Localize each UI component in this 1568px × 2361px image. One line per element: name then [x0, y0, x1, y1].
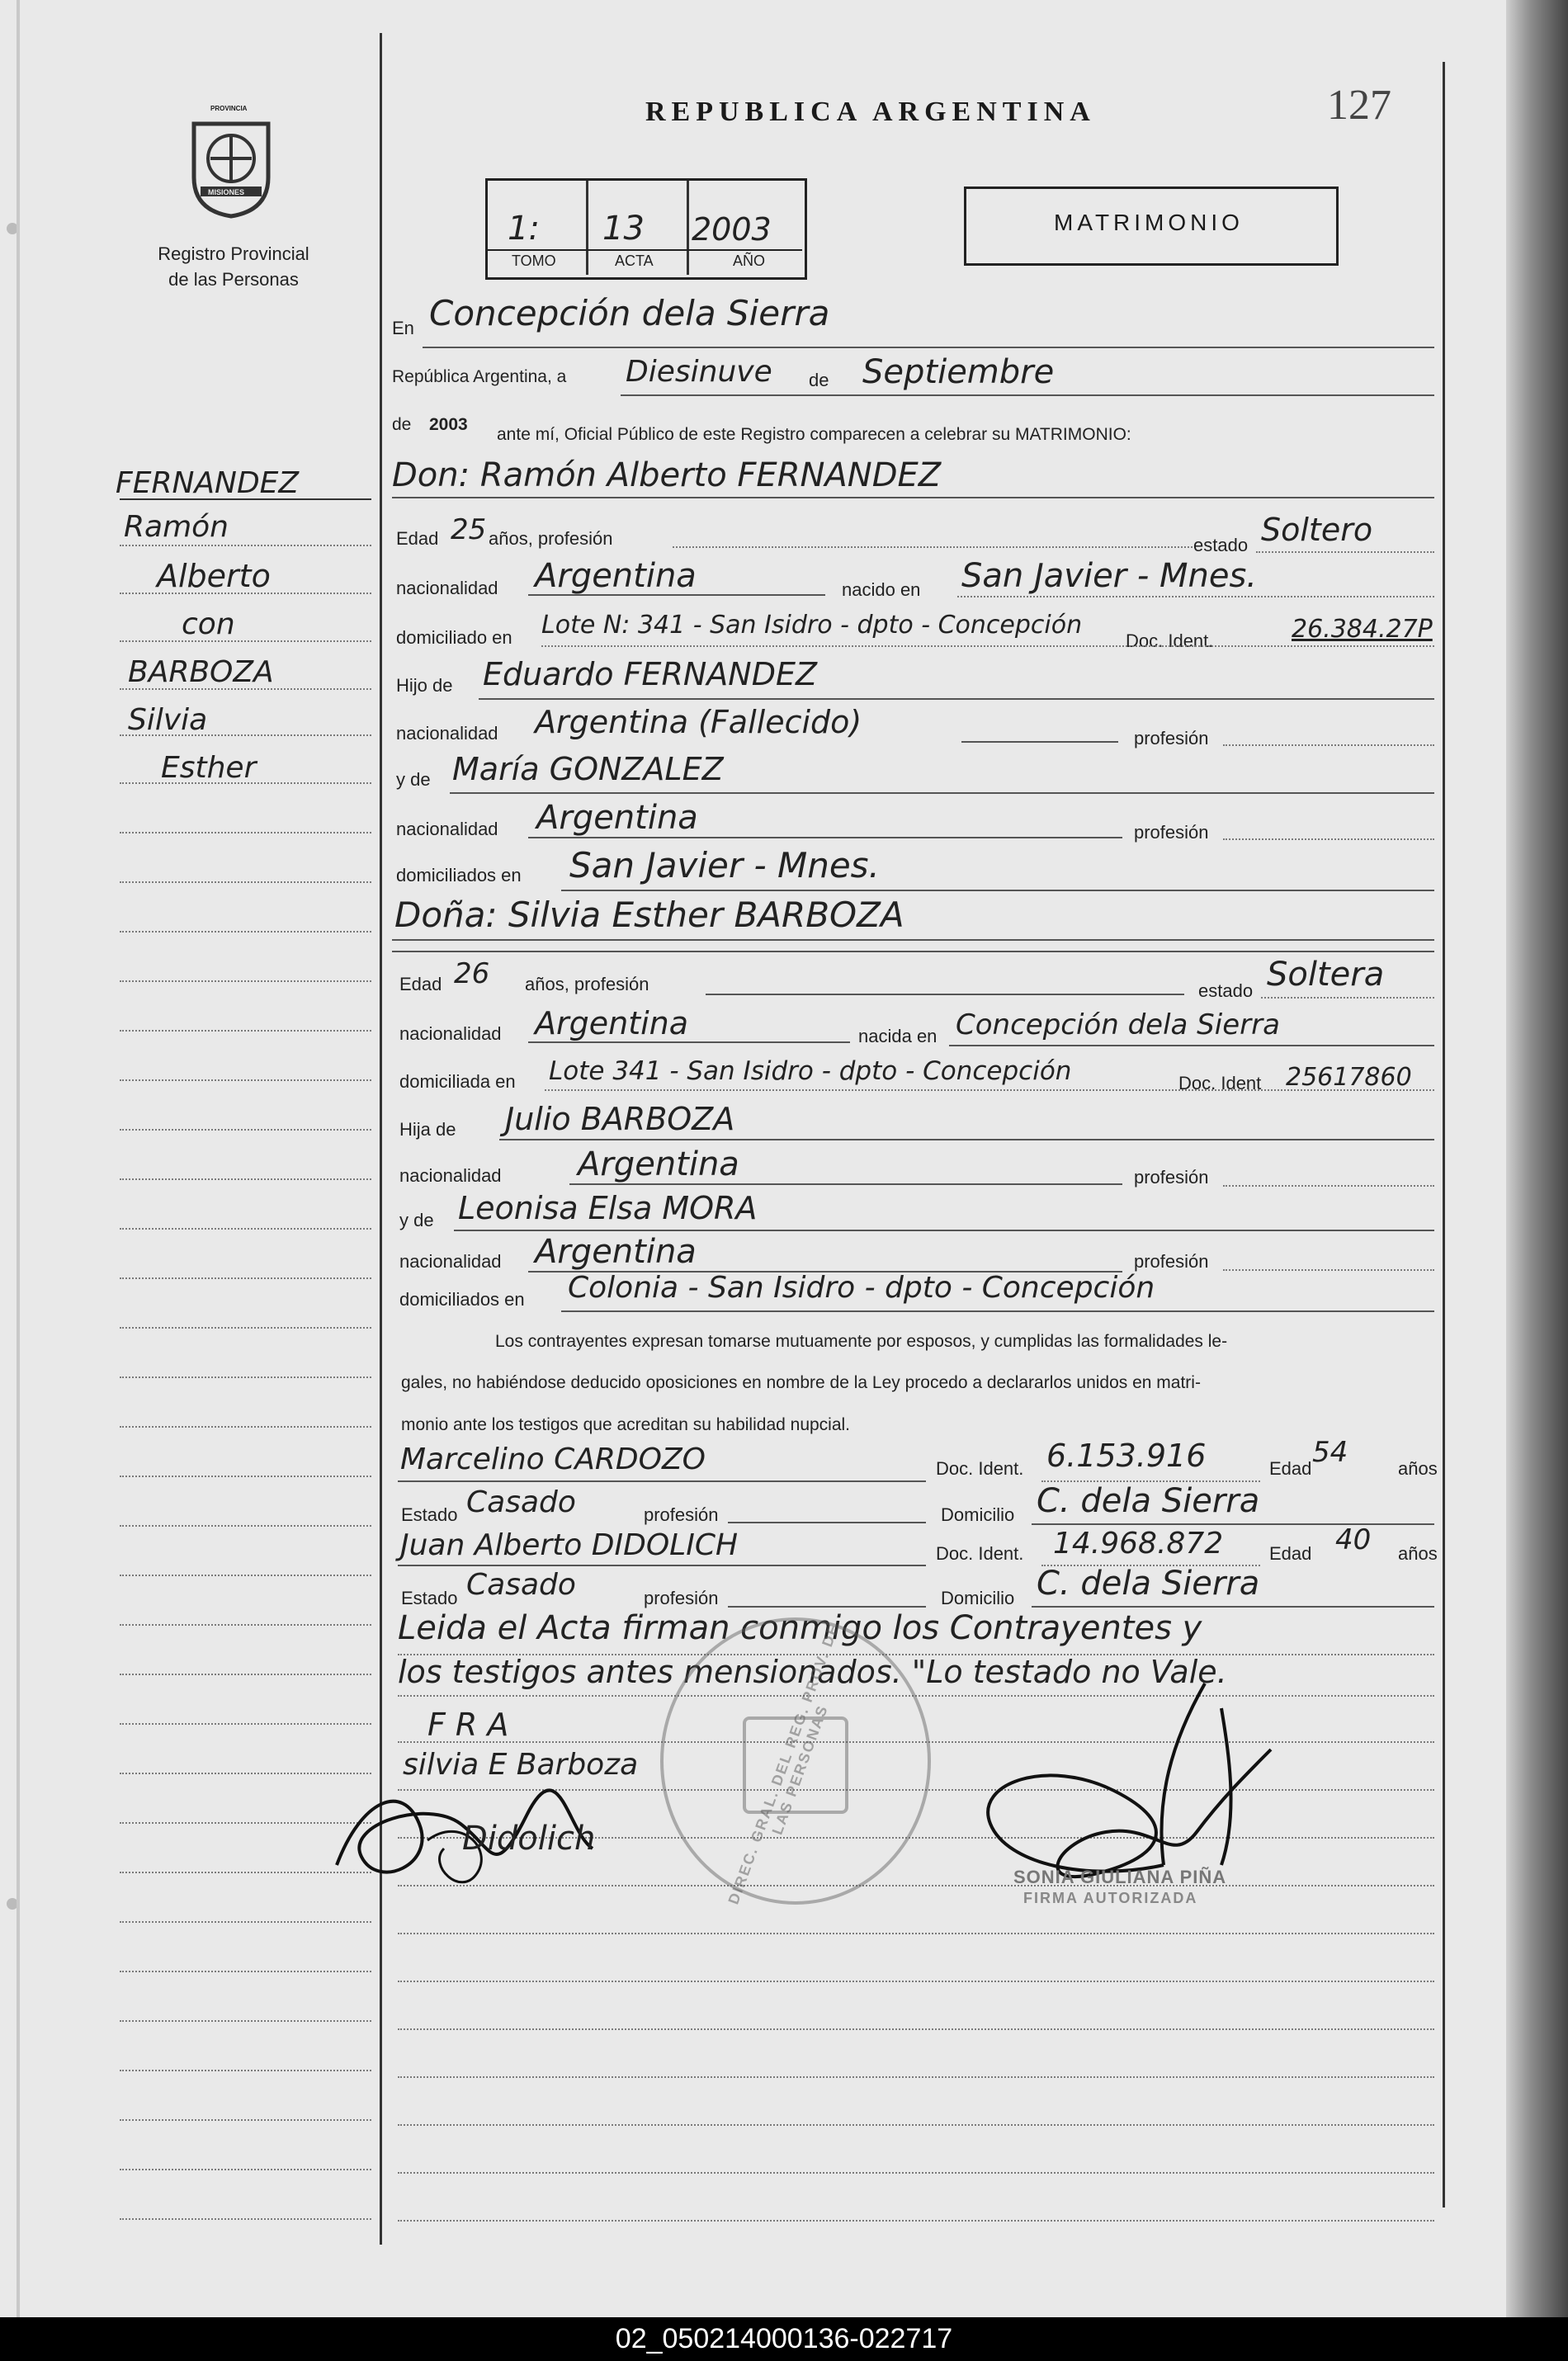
field-rule	[1256, 551, 1434, 553]
margin-name-middle: Alberto	[157, 558, 271, 594]
groom-address: Lote N: 341 - San Isidro - dpto - Concepción	[541, 611, 1083, 640]
groom-father-prof-label: profesión	[1134, 728, 1209, 748]
bride-edad-label: Edad	[399, 974, 442, 994]
officer-stamp-role: FIRMA AUTORIZADA	[1023, 1890, 1198, 1906]
record-box-divider-2	[687, 181, 689, 275]
margin-rule	[120, 1178, 371, 1180]
bride-father: Julio BARBOZA	[505, 1101, 735, 1137]
margin-column-rule	[380, 33, 382, 2245]
margin-rule	[120, 1525, 371, 1527]
witness-2-domicilio: C. dela Sierra	[1037, 1565, 1260, 1603]
bride-name-line: Doña: Silvia Esther BARBOZA	[394, 895, 904, 935]
margin-rule	[120, 2169, 371, 2170]
margin-rule	[120, 980, 371, 982]
closing-line-2: los testigos antes mensionados. "Lo testado no Vale.	[398, 1654, 1227, 1690]
declaration-line-3: monio ante los testigos que acreditan su habilidad nupcial.	[401, 1415, 851, 1434]
watermark-text: DIREC. GRAL. DEL REG. PROV. DE LAS PERSONAS	[725, 1621, 843, 1907]
witness-1-anos-label: años	[1398, 1458, 1438, 1479]
registry-line-1: Registro Provincial	[158, 243, 309, 264]
margin-rule	[120, 2020, 371, 2022]
margin-rule	[120, 1723, 371, 1725]
groom-doms-label: domiciliados en	[396, 865, 522, 885]
section-rule	[392, 951, 1434, 952]
witness-1-estado-label: Estado	[401, 1504, 458, 1525]
bride-dom-label: domiciliada en	[399, 1071, 516, 1092]
field-rule	[499, 1139, 1434, 1140]
witness-2-profesion-label: profesión	[644, 1588, 719, 1608]
margin-rule	[120, 2070, 371, 2071]
field-rule	[398, 1565, 926, 1566]
bride-estado: Soltera	[1267, 956, 1385, 994]
bride-father-nat: Argentina	[578, 1145, 739, 1183]
provincial-seal-icon	[186, 107, 276, 219]
margin-rule	[120, 1921, 371, 1923]
bride-nationality: Argentina	[535, 1005, 689, 1041]
de-label: de	[809, 370, 829, 390]
record-box-divider-1	[586, 181, 588, 275]
field-rule	[1223, 744, 1434, 746]
field-rule	[392, 497, 1434, 498]
groom-age: 25	[451, 513, 487, 546]
ano-label: AÑO	[733, 253, 766, 269]
bride-age: 26	[454, 957, 490, 990]
en-label: En	[392, 318, 414, 338]
groom-mother-nac-label: nacionalidad	[396, 819, 498, 839]
field-rule	[569, 1183, 1122, 1185]
field-rule	[957, 596, 1434, 597]
margin-rule	[120, 832, 371, 833]
margin-rule	[120, 881, 371, 883]
witness-2-estado: Casado	[466, 1568, 576, 1602]
field-rule	[541, 645, 1434, 647]
field-rule	[1223, 1269, 1434, 1271]
bride-mother-prof-label: profesión	[1134, 1251, 1209, 1272]
country-title: REPUBLICA ARGENTINA	[645, 97, 1096, 127]
signature-rule	[398, 2220, 1434, 2222]
margin-rule	[120, 1971, 371, 1972]
margin-rule	[120, 1624, 371, 1626]
signature-rule	[398, 1981, 1434, 1982]
ano-value: 2003	[692, 211, 772, 248]
margin-rule	[120, 1228, 371, 1230]
field-rule	[528, 594, 825, 596]
margin-rule	[120, 1129, 371, 1131]
margin-rule	[120, 1079, 371, 1081]
bride-mother-nac-label: nacionalidad	[399, 1251, 502, 1272]
field-rule	[423, 347, 1434, 348]
margin-name-con: con	[182, 607, 235, 641]
day-value: Diesinuve	[626, 355, 772, 389]
witness-2-age: 40	[1335, 1523, 1372, 1556]
month-value: Septiembre	[862, 353, 1055, 391]
signature-rule	[398, 2124, 1434, 2126]
groom-father-nac-label: nacionalidad	[396, 723, 498, 744]
groom-estado-label: estado	[1193, 535, 1249, 555]
signature-rule	[398, 2076, 1434, 2078]
groom-doc-label: Doc. Ident.	[1126, 630, 1214, 651]
field-rule	[949, 1045, 1434, 1046]
signature-rule	[398, 2172, 1434, 2174]
witness-2-doc: 14.968.872	[1053, 1527, 1224, 1561]
right-border-rule	[1443, 62, 1445, 2208]
groom-mother: María GONZALEZ	[452, 751, 724, 787]
bride-estado-label: estado	[1198, 980, 1254, 1001]
field-rule	[961, 741, 1118, 743]
record-box-label-rule	[488, 249, 802, 251]
field-rule	[398, 1480, 926, 1482]
bride-parents-address: Colonia - San Isidro - dpto - Concepción	[568, 1271, 1155, 1305]
margin-rule	[120, 640, 371, 642]
margin-rule	[120, 545, 371, 546]
field-rule	[561, 1310, 1434, 1312]
margin-rule	[120, 1476, 371, 1477]
bride-doms-label: domiciliados en	[399, 1289, 525, 1310]
field-rule	[728, 1522, 926, 1523]
field-rule	[673, 546, 1193, 548]
page-number: 127	[1327, 82, 1391, 129]
matrimonio-title: MATRIMONIO	[1054, 210, 1244, 235]
witness-2-edad-label: Edad	[1269, 1543, 1312, 1564]
groom-hijo-label: Hijo de	[396, 675, 453, 696]
field-rule	[621, 394, 1434, 396]
bride-mother: Leonisa Elsa MORA	[458, 1190, 758, 1226]
witness-1-doc: 6.153.916	[1046, 1438, 1207, 1474]
groom-edad-label: Edad	[396, 528, 439, 549]
registry-line-2: de las Personas	[168, 269, 299, 290]
declaration-line-2: gales, no habiéndose deducido oposiciones en nombre de la Ley procedo a declararlos unidos en matri-	[401, 1373, 1201, 1392]
margin-name-bride-surname: BARBOZA	[128, 655, 274, 689]
republica-label: República Argentina, a	[392, 367, 567, 386]
field-rule	[392, 939, 1434, 941]
margin-rule	[120, 1376, 371, 1378]
place-value: Concepción dela Sierra	[429, 293, 830, 333]
witness-1-domicilio-label: Domicilio	[941, 1504, 1015, 1525]
acta-value: 13	[602, 210, 645, 248]
field-rule	[528, 1041, 850, 1043]
bride-father-nac-label: nacionalidad	[399, 1165, 502, 1186]
field-rule	[728, 1606, 926, 1608]
groom-doc: 26.384.27P	[1292, 615, 1433, 644]
groom-nationality: Argentina	[535, 557, 697, 595]
bride-birthplace: Concepción dela Sierra	[956, 1008, 1280, 1041]
signature-rule	[398, 2028, 1434, 2030]
field-rule	[1223, 1185, 1434, 1187]
field-rule	[1032, 1606, 1434, 1608]
witness-2-name: Juan Alberto DIDOLICH	[400, 1528, 739, 1562]
field-rule	[1223, 838, 1434, 840]
witness-1-doc-label: Doc. Ident.	[936, 1458, 1024, 1479]
page-fold	[17, 0, 20, 2317]
groom-yde-label: y de	[396, 769, 431, 790]
witness-1-age: 54	[1312, 1436, 1348, 1469]
field-rule	[479, 698, 1434, 700]
witness-2-anos-label: años	[1398, 1543, 1438, 1564]
bride-hija-label: Hija de	[399, 1119, 456, 1140]
margin-rule	[120, 1674, 371, 1675]
margin-name-first: Ramón	[124, 510, 229, 544]
field-rule	[1032, 1523, 1434, 1525]
intro-text: ante mí, Oficial Público de este Registro comparecen a celebrar su MATRIMONIO:	[497, 425, 1131, 444]
margin-name-bride-middle: Esther	[161, 751, 257, 785]
field-rule	[528, 837, 1122, 838]
witness-1-domicilio: C. dela Sierra	[1037, 1482, 1260, 1520]
field-rule	[454, 1230, 1434, 1231]
bride-father-prof-label: profesión	[1134, 1167, 1209, 1188]
witness-1-profesion-label: profesión	[644, 1504, 719, 1525]
image-footer-id: 02_050214000136-022717	[0, 2317, 1568, 2361]
bride-nacida-label: nacida en	[858, 1026, 937, 1046]
margin-rule	[120, 1426, 371, 1428]
margin-rule	[120, 931, 371, 933]
tomo-label: TOMO	[512, 253, 556, 269]
margin-rule	[120, 1327, 371, 1329]
didolich-signature: Didolich	[462, 1820, 596, 1858]
bride-signature: silvia E Barboza	[403, 1748, 639, 1782]
year-value: 2003	[429, 415, 468, 434]
field-rule	[1261, 997, 1434, 999]
field-rule	[706, 994, 1184, 995]
groom-estado: Soltero	[1261, 512, 1373, 548]
margin-rule	[120, 2119, 371, 2121]
bride-doc-label: Doc. Ident	[1178, 1073, 1262, 1093]
witness-1-name: Marcelino CARDOZO	[400, 1443, 706, 1476]
tomo-value: 1:	[508, 210, 540, 248]
book-edge	[1506, 0, 1568, 2317]
witness-2-doc-label: Doc. Ident.	[936, 1543, 1024, 1564]
seal-band-text: MISIONES	[208, 188, 245, 196]
margin-rule	[120, 1277, 371, 1279]
initials-fra: F R A	[427, 1707, 509, 1743]
margin-rule	[120, 2218, 371, 2220]
witness-2-estado-label: Estado	[401, 1588, 458, 1608]
margin-rule	[120, 1575, 371, 1576]
field-rule	[561, 890, 1434, 891]
bride-yde-label: y de	[399, 1210, 434, 1230]
witness-2-domicilio-label: Domicilio	[941, 1588, 1015, 1608]
witness-1-edad-label: Edad	[1269, 1458, 1312, 1479]
closing-line-1: Leida el Acta firman conmigo los Contrayentes y	[398, 1609, 1202, 1647]
officer-stamp-name: SONIA GIULIANA PIÑA	[1013, 1867, 1227, 1887]
acta-label: ACTA	[615, 253, 654, 269]
groom-birthplace: San Javier - Mnes.	[961, 557, 1258, 595]
groom-anos-profesion: años, profesión	[489, 528, 613, 549]
groom-mother-prof-label: profesión	[1134, 822, 1209, 843]
groom-name-line: Don: Ramón Alberto FERNANDEZ	[392, 456, 942, 494]
bride-anos-profesion: años, profesión	[525, 974, 649, 994]
field-rule	[450, 792, 1434, 794]
witness-1-estado: Casado	[466, 1485, 576, 1519]
margin-rule	[120, 1030, 371, 1032]
margin-name-bride-first: Silvia	[128, 703, 208, 737]
groom-father-nat: Argentina (Fallecido)	[535, 704, 862, 740]
bride-doc: 25617860	[1286, 1063, 1412, 1092]
groom-father: Eduardo FERNANDEZ	[483, 656, 817, 692]
margin-name-surname: FERNANDEZ	[116, 466, 300, 500]
year-prefix: de	[392, 415, 412, 434]
signature-rule	[398, 1933, 1434, 1934]
groom-parents-address: San Javier - Mnes.	[569, 845, 880, 885]
seal-ring-text: PROVINCIA	[210, 105, 248, 112]
groom-dom-label: domiciliado en	[396, 627, 512, 648]
bride-mother-nat: Argentina	[535, 1233, 697, 1271]
groom-nacido-label: nacido en	[842, 579, 921, 600]
groom-nac-label: nacionalidad	[396, 578, 498, 598]
field-rule	[545, 1089, 1434, 1091]
bride-nac-label: nacionalidad	[399, 1023, 502, 1044]
declaration-line-1: Los contrayentes expresan tomarse mutuamente por esposos, y cumplidas las formalidades le-	[495, 1332, 1228, 1351]
bride-address: Lote 341 - San Isidro - dpto - Concepción	[549, 1056, 1072, 1086]
groom-mother-nat: Argentina	[536, 799, 698, 837]
